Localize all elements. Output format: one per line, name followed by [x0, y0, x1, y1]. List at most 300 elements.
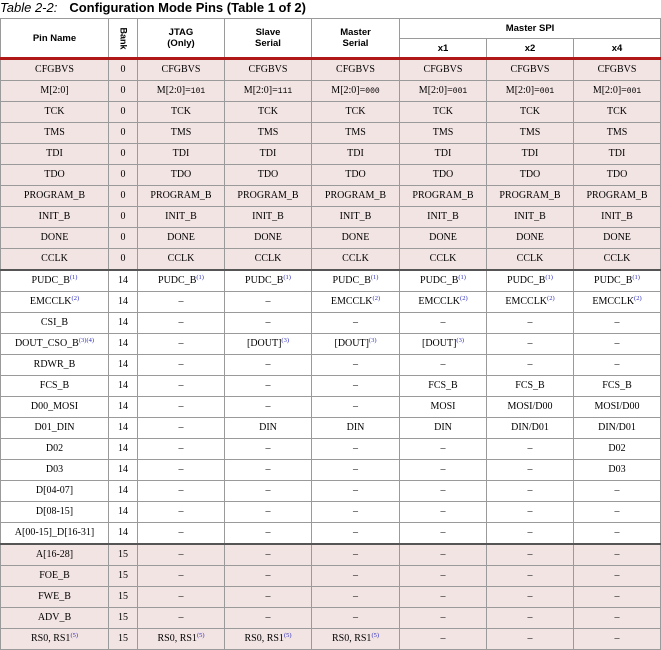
spi-x1-cell	[400, 249, 487, 271]
spi-x1-cell	[400, 460, 487, 481]
spi-x4-cell	[574, 397, 661, 418]
spi-x4-cell-text: DIN/D01	[598, 422, 636, 433]
spi-x4-cell-text: FCS_B	[602, 380, 632, 391]
spi-x4-cell-text: –	[614, 570, 620, 581]
spi-x1-cell	[400, 523, 487, 545]
bank-cell: 14	[109, 292, 138, 313]
table-row	[1, 102, 661, 123]
slave-serial-cell-text: –	[265, 359, 271, 370]
slave-serial-cell	[225, 81, 312, 102]
pin-name-cell-text: M[2:0]	[40, 85, 69, 96]
header-slave-serial	[225, 19, 312, 59]
pin-name-cell-text: RS0, RS1	[30, 633, 71, 644]
spi-x1-cell-text: TDI	[434, 148, 452, 159]
bank-cell: 15	[109, 566, 138, 587]
spi-x4-cell	[574, 102, 661, 123]
slave-serial-cell-text: –	[265, 464, 271, 475]
pin-name-cell	[1, 523, 109, 545]
master-serial-cell	[312, 165, 400, 186]
spi-x4-cell-text: DONE	[603, 232, 631, 243]
master-serial-cell	[312, 102, 400, 123]
spi-x1-cell	[400, 59, 487, 81]
table-row	[1, 59, 661, 81]
slave-serial-cell	[225, 59, 312, 81]
table-row	[1, 566, 661, 587]
jtag-cell-value: 101	[190, 86, 206, 96]
spi-x1-cell-text: EMCCLK	[418, 296, 461, 307]
pin-name-cell-text: CCLK	[41, 253, 68, 264]
master-serial-cell	[312, 313, 400, 334]
spi-x2-cell-text: –	[527, 338, 533, 349]
master-serial-cell-text: –	[353, 485, 358, 496]
jtag-cell-text: –	[178, 591, 184, 602]
pin-name-cell-footnote: (2)	[71, 295, 80, 302]
spi-x2-cell-text: –	[527, 506, 533, 517]
spi-x2-cell	[487, 376, 574, 397]
slave-serial-cell-text: –	[265, 317, 271, 328]
slave-serial-cell	[225, 608, 312, 629]
slave-serial-cell-text: –	[265, 380, 271, 391]
master-serial-cell	[312, 207, 400, 228]
pin-name-cell	[1, 81, 109, 102]
jtag-cell	[138, 207, 225, 228]
spi-x1-cell	[400, 397, 487, 418]
spi-x2-cell-text: –	[527, 485, 533, 496]
header-bank	[109, 19, 138, 59]
pin-name-cell	[1, 313, 109, 334]
master-serial-cell-text: –	[353, 443, 358, 454]
bank-cell: 14	[109, 397, 138, 418]
jtag-cell-text: RS0, RS1	[157, 633, 197, 644]
pin-name-cell-text: D01_DIN	[34, 422, 75, 433]
pin-name-cell	[1, 544, 109, 566]
pin-name-cell	[1, 629, 109, 650]
master-serial-cell	[312, 228, 400, 249]
table-row	[1, 439, 661, 460]
bank-cell: 14	[109, 460, 138, 481]
pin-name-cell	[1, 397, 109, 418]
spi-x4-cell-text: EMCCLK	[592, 296, 635, 307]
header-jtag-sub: (Only)	[167, 38, 195, 49]
bank-cell: 15	[109, 544, 138, 566]
jtag-cell	[138, 292, 225, 313]
spi-x2-cell	[487, 81, 574, 102]
jtag-cell	[138, 587, 225, 608]
slave-serial-cell-text: DONE	[254, 232, 282, 243]
pin-name-cell	[1, 502, 109, 523]
spi-x1-cell-text: –	[440, 359, 446, 370]
master-serial-cell-text: TDO	[345, 169, 366, 180]
jtag-cell	[138, 629, 225, 650]
slave-serial-cell	[225, 629, 312, 650]
master-serial-cell-text: PROGRAM_B	[324, 190, 387, 201]
jtag-cell	[138, 376, 225, 397]
master-serial-cell	[312, 439, 400, 460]
spi-x1-cell-text: TCK	[433, 106, 453, 117]
bank-cell: 15	[109, 629, 138, 650]
master-serial-cell-text: DONE	[341, 232, 370, 243]
header-x2: x2	[487, 39, 574, 59]
pin-name-cell	[1, 481, 109, 502]
master-serial-cell-text: TCK	[345, 106, 366, 117]
jtag-cell-text: –	[178, 506, 184, 517]
master-serial-cell-text: CCLK	[342, 253, 369, 264]
spi-x1-cell-text: –	[440, 612, 446, 623]
jtag-cell	[138, 566, 225, 587]
spi-x2-cell-text: PUDC_B	[507, 275, 546, 286]
slave-serial-cell-text: TDI	[259, 148, 277, 159]
master-serial-cell-text: RS0, RS1	[331, 633, 372, 644]
spi-x4-cell	[574, 439, 661, 460]
pin-name-cell-text: RDWR_B	[33, 359, 76, 370]
bank-cell: 14	[109, 376, 138, 397]
header-slave-serial-sub: Serial	[255, 38, 281, 49]
jtag-cell-text: –	[178, 422, 184, 433]
master-serial-cell-text: CFGBVS	[336, 64, 375, 75]
master-serial-cell-footnote: (5)	[371, 632, 380, 639]
spi-x4-cell	[574, 249, 661, 271]
spi-x4-cell	[574, 460, 661, 481]
master-serial-cell-text: –	[353, 549, 358, 560]
spi-x1-cell-text: PUDC_B	[420, 275, 459, 286]
slave-serial-cell	[225, 502, 312, 523]
spi-x2-cell-text: PROGRAM_B	[499, 190, 561, 201]
pin-name-cell-text: FOE_B	[39, 570, 70, 581]
spi-x4-cell	[574, 144, 661, 165]
spi-x2-cell-text: –	[527, 359, 533, 370]
spi-x2-cell	[487, 502, 574, 523]
spi-x2-cell	[487, 439, 574, 460]
jtag-cell	[138, 502, 225, 523]
header-slave-serial-label: Slave	[255, 27, 281, 38]
master-serial-cell-footnote: (3)	[368, 337, 377, 344]
pin-name-cell	[1, 355, 109, 376]
master-serial-cell-text: PUDC_B	[332, 275, 371, 286]
bank-cell: 0	[109, 144, 138, 165]
spi-x1-cell	[400, 544, 487, 566]
master-serial-cell	[312, 481, 400, 502]
pin-name-cell-text: D02	[45, 443, 64, 454]
pin-name-cell	[1, 608, 109, 629]
spi-x1-cell-text: M[2:0]=	[418, 84, 453, 96]
master-serial-cell	[312, 544, 400, 566]
spi-x2-cell-text: –	[527, 612, 533, 623]
header-pin-name: Pin Name	[1, 19, 109, 59]
jtag-cell	[138, 144, 225, 165]
jtag-cell	[138, 102, 225, 123]
spi-x4-cell	[574, 123, 661, 144]
pin-name-cell-text: TMS	[44, 127, 65, 138]
master-serial-cell-text: EMCCLK	[330, 296, 373, 307]
spi-x1-cell-text: FCS_B	[428, 380, 458, 391]
jtag-cell	[138, 544, 225, 566]
table-row	[1, 334, 661, 355]
master-serial-cell-value: 000	[365, 86, 380, 96]
table-row	[1, 144, 661, 165]
bank-cell: 0	[109, 81, 138, 102]
spi-x4-cell	[574, 81, 661, 102]
spi-x1-cell	[400, 270, 487, 292]
table-row	[1, 165, 661, 186]
jtag-cell-text: –	[178, 570, 184, 581]
slave-serial-cell-footnote: (5)	[283, 632, 292, 639]
master-serial-cell-text: TDI	[347, 148, 364, 159]
slave-serial-cell	[225, 165, 312, 186]
spi-x1-cell-text: –	[440, 633, 446, 644]
spi-x4-cell	[574, 292, 661, 313]
slave-serial-cell	[225, 144, 312, 165]
master-serial-cell-text: –	[353, 527, 358, 538]
spi-x4-cell-text: TMS	[606, 127, 628, 138]
spi-x1-cell-text: CFGBVS	[423, 64, 463, 75]
pin-name-cell-text: TDO	[44, 169, 65, 180]
spi-x1-cell-text: –	[440, 570, 446, 581]
slave-serial-cell	[225, 397, 312, 418]
header-x1: x1	[400, 39, 487, 59]
spi-x1-cell-text: TMS	[432, 127, 454, 138]
jtag-cell-text: –	[178, 317, 184, 328]
spi-x1-cell	[400, 481, 487, 502]
jtag-cell-text: –	[178, 359, 184, 370]
jtag-cell-text: –	[178, 338, 184, 349]
spi-x4-cell	[574, 270, 661, 292]
table-row	[1, 376, 661, 397]
spi-x4-cell-text: –	[614, 612, 620, 623]
slave-serial-cell-text: –	[265, 296, 271, 307]
bank-cell: 0	[109, 249, 138, 271]
slave-serial-cell-text: –	[265, 443, 271, 454]
spi-x2-cell	[487, 544, 574, 566]
header-jtag	[138, 19, 225, 59]
spi-x2-cell-footnote: (1)	[545, 274, 553, 281]
table-row	[1, 292, 661, 313]
slave-serial-cell-value: 111	[277, 86, 293, 96]
master-serial-cell-text: –	[353, 591, 358, 602]
spi-x2-cell	[487, 629, 574, 650]
spi-x2-cell-text: EMCCLK	[505, 296, 548, 307]
spi-x2-cell-text: INIT_B	[514, 211, 546, 222]
spi-x2-cell	[487, 608, 574, 629]
spi-x1-cell	[400, 629, 487, 650]
jtag-cell-text: –	[178, 612, 184, 623]
bank-cell: 0	[109, 102, 138, 123]
jtag-cell-text: CCLK	[167, 253, 195, 264]
jtag-cell	[138, 228, 225, 249]
spi-x4-cell	[574, 313, 661, 334]
spi-x4-cell-text: –	[614, 549, 620, 560]
spi-x2-cell-text: –	[527, 549, 533, 560]
spi-x1-cell-footnote: (3)	[456, 337, 465, 344]
spi-x4-cell-text: –	[614, 591, 620, 602]
spi-x1-cell	[400, 502, 487, 523]
spi-x4-cell-text: –	[614, 317, 620, 328]
pin-name-cell-text: TCK	[44, 106, 65, 117]
bank-cell: 14	[109, 270, 138, 292]
spi-x2-cell	[487, 144, 574, 165]
jtag-cell-text: –	[178, 380, 184, 391]
spi-x1-cell	[400, 186, 487, 207]
slave-serial-cell-text: CCLK	[254, 253, 282, 264]
spi-x4-cell-text: PUDC_B	[594, 275, 633, 286]
jtag-cell-text: –	[178, 443, 184, 454]
slave-serial-cell	[225, 460, 312, 481]
table-row	[1, 397, 661, 418]
table-row	[1, 81, 661, 102]
jtag-cell	[138, 249, 225, 271]
bank-cell: 0	[109, 228, 138, 249]
spi-x2-cell	[487, 207, 574, 228]
master-serial-cell	[312, 376, 400, 397]
spi-x1-cell-text: –	[440, 527, 446, 538]
spi-x2-cell-text: TMS	[519, 127, 541, 138]
spi-x1-cell	[400, 334, 487, 355]
jtag-cell	[138, 460, 225, 481]
slave-serial-cell-text: INIT_B	[252, 211, 284, 222]
jtag-cell	[138, 313, 225, 334]
master-serial-cell	[312, 523, 400, 545]
header-master-serial-sub: Serial	[342, 38, 369, 49]
spi-x1-cell-text: –	[440, 443, 446, 454]
pin-name-cell	[1, 144, 109, 165]
bank-cell: 0	[109, 123, 138, 144]
master-serial-cell	[312, 418, 400, 439]
master-serial-cell	[312, 186, 400, 207]
spi-x4-cell-text: TDI	[608, 148, 626, 159]
pin-name-cell	[1, 59, 109, 81]
spi-x1-cell-text: TDO	[432, 169, 454, 180]
master-serial-cell	[312, 59, 400, 81]
spi-x1-cell-text: DONE	[429, 232, 457, 243]
jtag-cell-text: M[2:0]=	[156, 84, 191, 96]
slave-serial-cell	[225, 207, 312, 228]
jtag-cell	[138, 165, 225, 186]
pin-name-cell	[1, 566, 109, 587]
pin-name-cell-text: TDI	[46, 148, 63, 159]
spi-x2-cell-text: TDO	[519, 169, 541, 180]
pin-name-cell-text: D00_MOSI	[30, 401, 79, 412]
spi-x2-cell	[487, 186, 574, 207]
slave-serial-cell	[225, 418, 312, 439]
spi-x1-cell-text: –	[440, 591, 446, 602]
table-row	[1, 629, 661, 650]
master-serial-cell	[312, 608, 400, 629]
spi-x2-cell-text: CFGBVS	[510, 64, 550, 75]
spi-x1-cell-text: MOSI	[430, 401, 456, 412]
spi-x2-cell-text: TCK	[520, 106, 540, 117]
pin-name-cell	[1, 292, 109, 313]
jtag-cell-text: –	[178, 464, 184, 475]
table-row	[1, 587, 661, 608]
jtag-cell-text: PUDC_B	[158, 275, 197, 286]
jtag-cell-text: –	[178, 485, 184, 496]
spi-x2-cell-text: MOSI/D00	[507, 401, 553, 412]
pin-name-cell-text: EMCCLK	[29, 296, 72, 307]
table-body	[1, 59, 661, 650]
pin-name-cell	[1, 376, 109, 397]
spi-x2-cell	[487, 59, 574, 81]
spi-x2-cell-text: –	[527, 570, 533, 581]
spi-x1-cell	[400, 313, 487, 334]
spi-x4-cell-text: –	[614, 527, 620, 538]
spi-x2-cell-value: 001	[539, 86, 555, 96]
pin-name-cell	[1, 270, 109, 292]
table-row	[1, 481, 661, 502]
slave-serial-cell-text: –	[265, 485, 271, 496]
table-row	[1, 355, 661, 376]
spi-x4-cell	[574, 355, 661, 376]
master-serial-cell	[312, 587, 400, 608]
master-serial-cell	[312, 81, 400, 102]
slave-serial-cell-text: PUDC_B	[245, 275, 284, 286]
spi-x2-cell	[487, 249, 574, 271]
spi-x4-cell-text: PROGRAM_B	[586, 190, 648, 201]
table-row	[1, 123, 661, 144]
spi-x1-cell-text: INIT_B	[427, 211, 459, 222]
spi-x1-cell-text: –	[440, 485, 446, 496]
bank-cell: 14	[109, 334, 138, 355]
table-title: Configuration Mode Pins (Table 1 of 2)	[69, 0, 306, 15]
slave-serial-cell-text: TDO	[257, 169, 279, 180]
spi-x2-cell	[487, 355, 574, 376]
master-serial-cell	[312, 355, 400, 376]
pin-name-cell-text: DOUT_CSO_B	[14, 338, 79, 349]
slave-serial-cell-text: DIN	[259, 422, 277, 433]
spi-x1-cell-footnote: (2)	[460, 295, 468, 302]
spi-x1-cell-text: –	[440, 506, 446, 517]
table-row	[1, 418, 661, 439]
slave-serial-cell-text: –	[265, 506, 271, 517]
bank-cell: 14	[109, 481, 138, 502]
spi-x1-cell-text: PROGRAM_B	[412, 190, 474, 201]
jtag-cell-text: TDI	[172, 148, 190, 159]
jtag-cell	[138, 608, 225, 629]
spi-x1-cell-text: [DOUT]	[421, 338, 457, 349]
bank-cell: 0	[109, 186, 138, 207]
master-serial-cell	[312, 629, 400, 650]
slave-serial-cell-text: –	[265, 401, 271, 412]
table-number: Table 2-2:	[0, 0, 58, 15]
pin-name-cell-text: PROGRAM_B	[23, 190, 86, 201]
spi-x1-cell	[400, 292, 487, 313]
table-row	[1, 249, 661, 271]
spi-x4-cell	[574, 566, 661, 587]
jtag-cell	[138, 186, 225, 207]
slave-serial-cell	[225, 270, 312, 292]
master-serial-cell-text: –	[353, 380, 358, 391]
spi-x2-cell	[487, 587, 574, 608]
pin-name-cell-text: A[00-15]_D[16-31]	[14, 527, 95, 538]
master-serial-cell-text: INIT_B	[339, 211, 372, 222]
slave-serial-cell	[225, 186, 312, 207]
table-row	[1, 608, 661, 629]
spi-x1-cell-text: DIN	[434, 422, 452, 433]
config-mode-pins-table	[0, 18, 661, 650]
jtag-cell-footnote: (1)	[196, 274, 204, 281]
slave-serial-cell	[225, 355, 312, 376]
spi-x1-cell	[400, 102, 487, 123]
spi-x4-cell	[574, 228, 661, 249]
table-row	[1, 186, 661, 207]
spi-x2-cell-text: CCLK	[516, 253, 544, 264]
jtag-cell-text: TCK	[171, 106, 191, 117]
spi-x2-cell-text: –	[527, 443, 533, 454]
pin-name-cell-text: CFGBVS	[35, 64, 74, 75]
header-jtag-label: JTAG	[168, 27, 194, 38]
table-row	[1, 544, 661, 566]
master-serial-cell-footnote: (1)	[370, 274, 379, 281]
pin-name-cell-footnote: (3)(4)	[78, 337, 95, 344]
master-serial-cell-text: –	[353, 401, 358, 412]
